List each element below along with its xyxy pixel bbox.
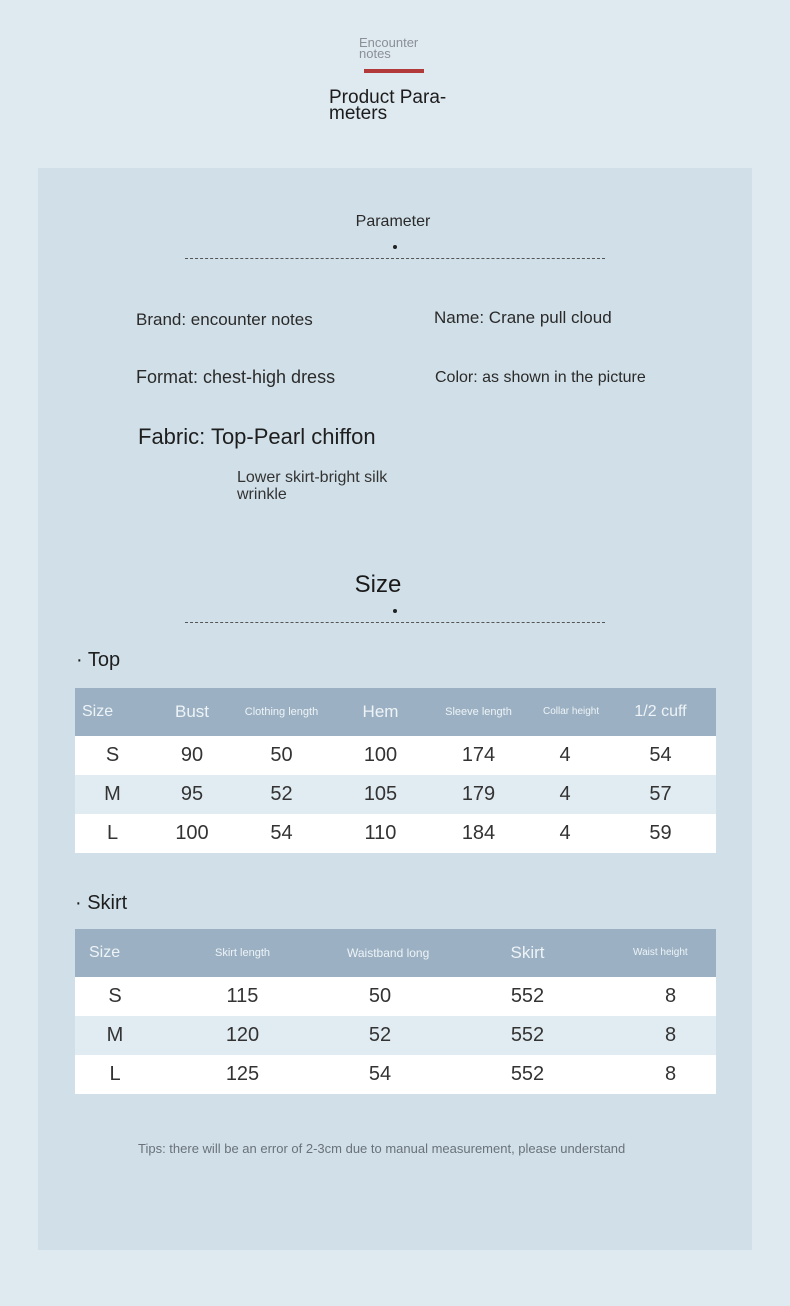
table-row (75, 736, 716, 775)
parameter-section-title: Parameter (355, 213, 431, 230)
table-cell: 95 (150, 775, 234, 814)
header-cell: Bust (150, 688, 234, 736)
header-cell: Hem (329, 688, 432, 736)
table-cell: 8 (625, 977, 716, 1016)
table-cell: 184 (432, 814, 525, 853)
header-cell: Skirt length (155, 929, 330, 977)
param-format: Format: chest-high dress (136, 367, 336, 387)
table-cell: 57 (605, 775, 716, 814)
table-cell: 4 (525, 736, 605, 775)
table-cell: 110 (329, 814, 432, 853)
table-cell: 50 (330, 977, 430, 1016)
table-cell: M (75, 1016, 155, 1055)
param-fabric-lower: Lower skirt-bright silk wrinkle (237, 469, 388, 503)
table-cell: 179 (432, 775, 525, 814)
table-row (75, 1055, 716, 1094)
table-cell: 59 (605, 814, 716, 853)
accent-bar (364, 69, 424, 73)
header-cell: Size (75, 688, 150, 736)
param-name: Name: Crane pull cloud (434, 308, 612, 327)
page-title: Product Para-meters (329, 87, 447, 124)
table-cell: 54 (330, 1055, 430, 1094)
param-brand: Brand: encounter notes (136, 310, 313, 329)
table-cell: L (75, 1055, 155, 1094)
table-cell: S (75, 977, 155, 1016)
top-table-label: · Top (76, 649, 121, 671)
table-row (75, 977, 716, 1016)
table-cell: 174 (432, 736, 525, 775)
table-cell: 54 (234, 814, 329, 853)
table-row (75, 775, 716, 814)
skirt-size-table (75, 929, 716, 1094)
table-cell: 54 (605, 736, 716, 775)
skirt-table-label: · Skirt (75, 892, 128, 914)
table-cell: L (75, 814, 150, 853)
table-cell: 552 (430, 1055, 625, 1094)
table-cell: 52 (330, 1016, 430, 1055)
title-dot (393, 609, 397, 613)
table-header-row (75, 929, 716, 977)
table-cell: 120 (155, 1016, 330, 1055)
table-cell: 8 (625, 1055, 716, 1094)
param-color: Color: as shown in the picture (435, 369, 646, 386)
brand-logo-text: Encounter notes (359, 35, 419, 61)
table-cell: 100 (329, 736, 432, 775)
header-cell: Sleeve length (432, 688, 525, 736)
header-cell: Clothing length (234, 688, 329, 736)
header-cell: Skirt (430, 929, 625, 977)
header-cell: 1/2 cuff (605, 688, 716, 736)
table-header-row (75, 688, 716, 736)
table-cell: 50 (234, 736, 329, 775)
table-row (75, 1016, 716, 1055)
top-size-table (75, 688, 716, 853)
table-cell: 105 (329, 775, 432, 814)
table-cell: 552 (430, 1016, 625, 1055)
size-section-title: Size (354, 571, 402, 598)
table-cell: 552 (430, 977, 625, 1016)
table-cell: M (75, 775, 150, 814)
table-cell: 100 (150, 814, 234, 853)
header-cell: Size (75, 929, 155, 977)
table-cell: 115 (155, 977, 330, 1016)
table-cell: 90 (150, 736, 234, 775)
table-cell: 4 (525, 814, 605, 853)
table-cell: 8 (625, 1016, 716, 1055)
table-cell: 125 (155, 1055, 330, 1094)
measurement-tips: Tips: there will be an error of 2-3cm due to manual measurement, please understand (138, 1141, 626, 1156)
title-dot (393, 245, 397, 249)
header-cell: Collar height (525, 688, 605, 736)
size-divider (185, 622, 605, 624)
param-fabric: Fabric: Top-Pearl chiffon (138, 424, 376, 449)
table-cell: S (75, 736, 150, 775)
table-cell: 4 (525, 775, 605, 814)
parameter-divider (185, 258, 605, 260)
header-cell: Waist height (625, 929, 716, 977)
table-cell: 52 (234, 775, 329, 814)
header-cell: Waistband long (330, 929, 430, 977)
table-row (75, 814, 716, 853)
